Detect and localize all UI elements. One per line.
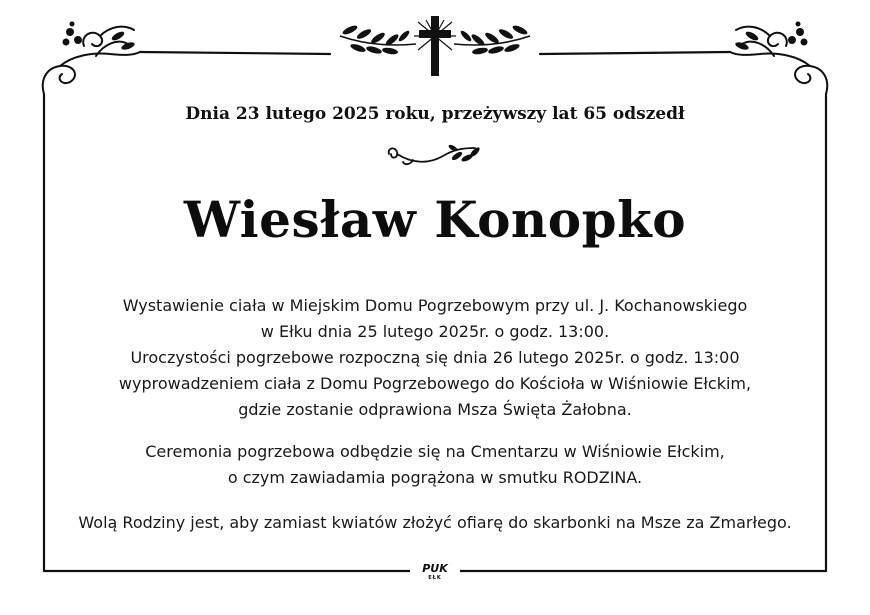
death-date-heading: Dnia 23 lutego 2025 roku, przeżywszy lat 65 odszedł (185, 104, 685, 124)
vine-divider-icon (383, 142, 487, 168)
viewing-paragraph (30, 293, 840, 423)
text-line: gdzie zostanie odprawiona Msza Święta Żałobna. (238, 400, 632, 419)
logo-sub-text: EŁK (428, 575, 442, 581)
text-line: Ceremonia pogrzebowa odbędzie się na Cmentarzu w Wiśniowie Ełckim, (145, 442, 725, 461)
text-line: wyprowadzeniem ciała z Domu Pogrzebowego do Kościoła w Wiśniowie Ełckim, (118, 374, 752, 393)
donation-paragraph (30, 510, 840, 536)
scroll-ornament-icon (730, 27, 827, 94)
text-line: Uroczystości pogrzebowe rozpoczną się dnia 26 lutego 2025r. o godz. 13:00 (130, 348, 740, 367)
burial-paragraph (30, 439, 840, 491)
company-logo (410, 563, 460, 581)
olive-branch-icon (340, 24, 416, 55)
text-line: Wystawienie ciała w Miejskim Domu Pogrzebowym przy ul. J. Kochanowskiego (122, 296, 748, 315)
scroll-ornament-icon (43, 27, 140, 94)
frame-top-line-right (540, 52, 730, 54)
text-line: Wolą Rodziny jest, aby zamiast kwiatów złożyć ofiarę do skarbonki na Msze za Zmarłego. (78, 513, 792, 532)
text-line: o czym zawiadamia pogrążona w smutku RODZINA. (227, 468, 643, 487)
cross-icon (414, 16, 456, 76)
deceased-name: Wiesław Konopko (183, 190, 687, 249)
olive-branch-icon (454, 24, 530, 55)
logo-main-text: PUK (422, 562, 448, 575)
frame-top-line-left (140, 52, 330, 54)
text-line: w Ełku dnia 25 lutego 2025r. o godz. 13:00. (260, 322, 610, 341)
